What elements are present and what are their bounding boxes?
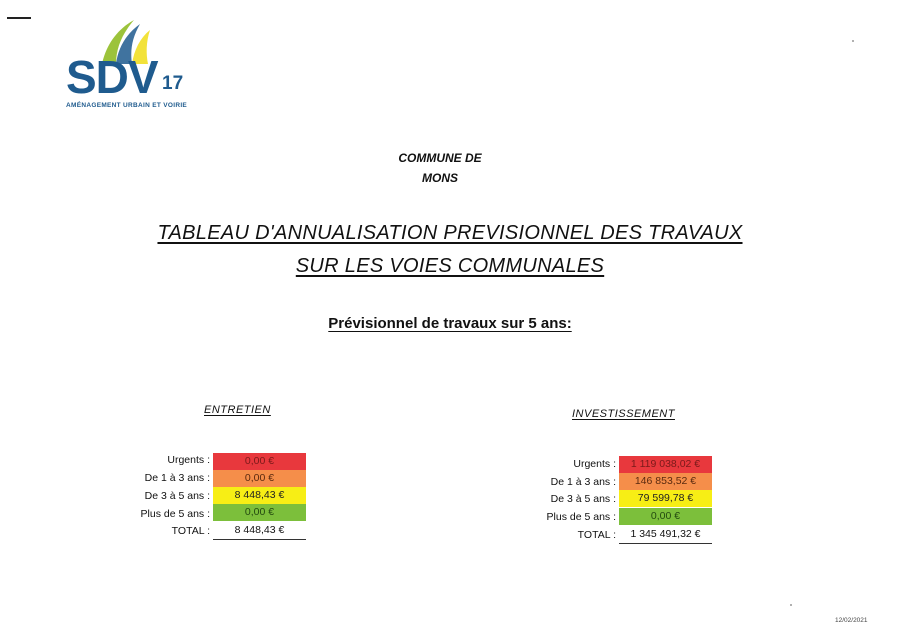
scan-speck xyxy=(852,40,854,42)
total-label: TOTAL : xyxy=(171,525,210,537)
scan-mark xyxy=(7,17,31,19)
total-row xyxy=(110,524,210,541)
commune-name: MONS xyxy=(422,171,458,185)
table-row xyxy=(110,489,210,506)
row-label: De 3 à 5 ans : xyxy=(550,493,616,505)
investissement-title: INVESTISSEMENT xyxy=(572,408,675,420)
document-date: 12/02/2021 xyxy=(835,617,868,624)
value-cell: 0,00 € xyxy=(213,504,306,521)
row-label: Urgents : xyxy=(573,458,616,470)
value-cell: 8 448,43 € xyxy=(213,487,306,504)
logo-tagline: AMÉNAGEMENT URBAIN ET VOIRIE xyxy=(66,102,188,109)
table-row xyxy=(510,510,616,527)
total-row xyxy=(510,528,616,545)
value-cell: 79 599,78 € xyxy=(619,490,712,507)
row-label: Urgents : xyxy=(167,454,210,466)
scan-speck xyxy=(790,604,792,606)
total-label: TOTAL : xyxy=(577,529,616,541)
value-cell: 1 119 038,02 € xyxy=(619,456,712,473)
entretien-title: ENTRETIEN xyxy=(204,404,271,416)
page-subtitle: Prévisionnel de travaux sur 5 ans: xyxy=(328,315,572,332)
table-row xyxy=(110,507,210,524)
commune-label: COMMUNE DE xyxy=(398,151,482,165)
value-cell: 0,00 € xyxy=(619,508,712,525)
sdv17-logo xyxy=(62,16,202,116)
row-label: De 1 à 3 ans : xyxy=(144,472,210,484)
total-value: 1 345 491,32 € xyxy=(619,526,712,544)
table-row xyxy=(510,475,616,492)
row-label: Plus de 5 ans : xyxy=(140,508,210,520)
table-row xyxy=(110,471,210,488)
row-label: De 1 à 3 ans : xyxy=(550,476,616,488)
row-label: De 3 à 5 ans : xyxy=(144,490,210,502)
table-row xyxy=(510,492,616,509)
value-cell: 0,00 € xyxy=(213,453,306,470)
page-title-line2: SUR LES VOIES COMMUNALES xyxy=(295,255,605,277)
logo-number: 17 xyxy=(162,73,184,94)
value-cell: 146 853,52 € xyxy=(619,473,712,490)
table-row xyxy=(110,453,210,470)
logo-brand: SDV xyxy=(66,51,158,103)
total-value: 8 448,43 € xyxy=(213,522,306,540)
row-label: Plus de 5 ans : xyxy=(546,511,616,523)
value-cell: 0,00 € xyxy=(213,470,306,487)
table-row xyxy=(510,457,616,474)
page-title-line1: TABLEAU D'ANNUALISATION PREVISIONNEL DES TRAVAUX xyxy=(157,222,743,244)
